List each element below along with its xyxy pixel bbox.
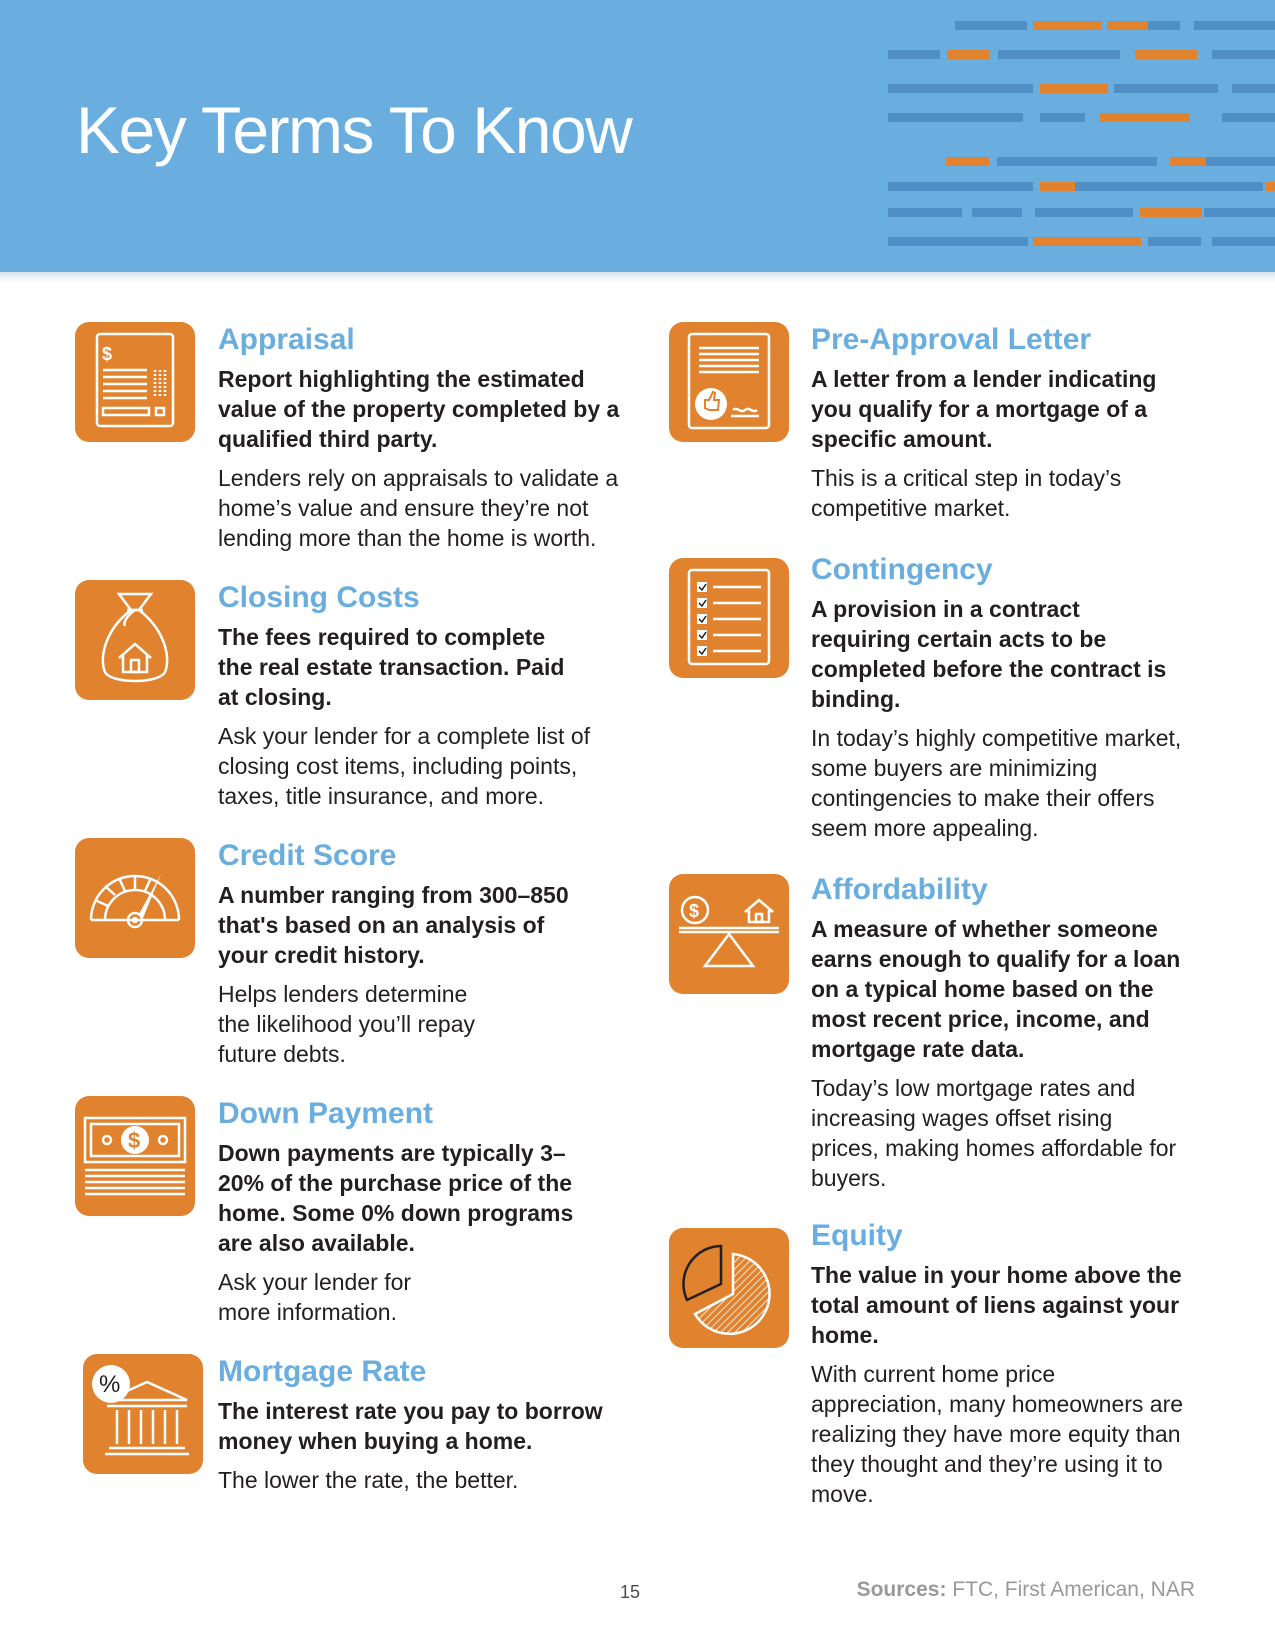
term-note: This is a critical step in today’s competitive market.: [811, 465, 1122, 521]
credit-gauge-icon: [75, 838, 195, 958]
checklist-icon: [669, 558, 789, 678]
page-title: Key Terms To Know: [76, 93, 632, 167]
page-number: 15: [620, 1582, 641, 1602]
money-bag-house-icon: [75, 580, 195, 700]
term-title: Pre-Approval Letter: [811, 323, 1092, 356]
pie-chart-icon: [669, 1228, 789, 1348]
term-definition: The fees required to complete the real estate transaction. Paid at closing.: [218, 624, 565, 710]
header-divider: [0, 272, 1275, 282]
term-definition: A number ranging from 300–850 that's based on an analysis of your credit history.: [218, 882, 569, 968]
term-down-payment: [218, 1096, 638, 1327]
term-title: Contingency: [811, 553, 993, 586]
term-title: Credit Score: [218, 839, 397, 872]
term-definition: A provision in a contract requiring certain acts to be completed before the contract is binding.: [811, 596, 1167, 712]
term-equity: [811, 1218, 1231, 1509]
term-definition: The interest rate you pay to borrow money when buying a home.: [218, 1398, 603, 1454]
term-note: In today’s highly competitive market, some buyers are minimizing contingencies to make their offers seem more appealing.: [811, 725, 1182, 841]
svg-text:%: %: [99, 1371, 121, 1398]
sources-footer: [857, 1578, 1195, 1602]
term-title: Appraisal: [218, 323, 355, 356]
sources-label: Sources:: [856, 1578, 947, 1601]
term-note: Ask your lender for more information.: [218, 1269, 412, 1325]
sources-text: FTC, First American, NAR: [952, 1578, 1195, 1601]
term-mortgage-rate: [218, 1354, 638, 1495]
term-note: With current home price appreciation, many homeowners are realizing they have more equity than they thought and they’re using it to move.: [811, 1361, 1184, 1507]
svg-text:$: $: [689, 901, 700, 921]
term-pre-approval-letter: [811, 322, 1231, 523]
term-title: Affordability: [811, 873, 988, 906]
term-definition: A measure of whether someone earns enough to qualify for a loan on a typical home based on the most recent price, income, and mortgage rate data.: [811, 916, 1181, 1062]
balance-scale-icon: [669, 874, 789, 994]
svg-text:$: $: [102, 344, 113, 364]
term-definition: The value in your home above the total amount of liens against your home.: [811, 1262, 1182, 1348]
term-closing-costs: [218, 580, 638, 811]
bank-percent-icon: [83, 1354, 203, 1474]
term-note: Today’s low mortgage rates and increasing wages offset rising prices, making homes affordable for buyers.: [811, 1075, 1177, 1191]
svg-text:$: $: [128, 1128, 141, 1153]
term-note: Ask your lender for a complete list of closing cost items, including points, taxes, title insurance, and more.: [218, 723, 590, 809]
term-definition: Down payments are typically 3–20% of the purchase price of the home. Some 0% down programs are also available.: [218, 1140, 574, 1256]
appraisal-report-icon: [75, 322, 195, 442]
term-appraisal: [218, 322, 638, 553]
term-note: Lenders rely on appraisals to validate a home’s value and ensure they’re not lending more than the home is worth.: [218, 465, 619, 551]
term-affordability: [811, 872, 1231, 1193]
term-title: Closing Costs: [218, 581, 420, 614]
term-credit-score: [218, 838, 638, 1069]
decorative-stripes: [880, 0, 1275, 260]
term-title: Equity: [811, 1219, 903, 1252]
term-note: Helps lenders determine the likelihood you’ll repay future debts.: [218, 981, 475, 1067]
term-title: Mortgage Rate: [218, 1355, 427, 1388]
dollar-bill-icon: [75, 1096, 195, 1216]
term-contingency: [811, 552, 1231, 843]
term-definition: Report highlighting the estimated value of the property completed by a qualified third party.: [218, 366, 620, 452]
term-title: Down Payment: [218, 1097, 434, 1130]
approval-letter-icon: [669, 322, 789, 442]
term-note: The lower the rate, the better.: [218, 1467, 519, 1493]
term-definition: A letter from a lender indicating you qualify for a mortgage of a specific amount.: [811, 366, 1157, 452]
